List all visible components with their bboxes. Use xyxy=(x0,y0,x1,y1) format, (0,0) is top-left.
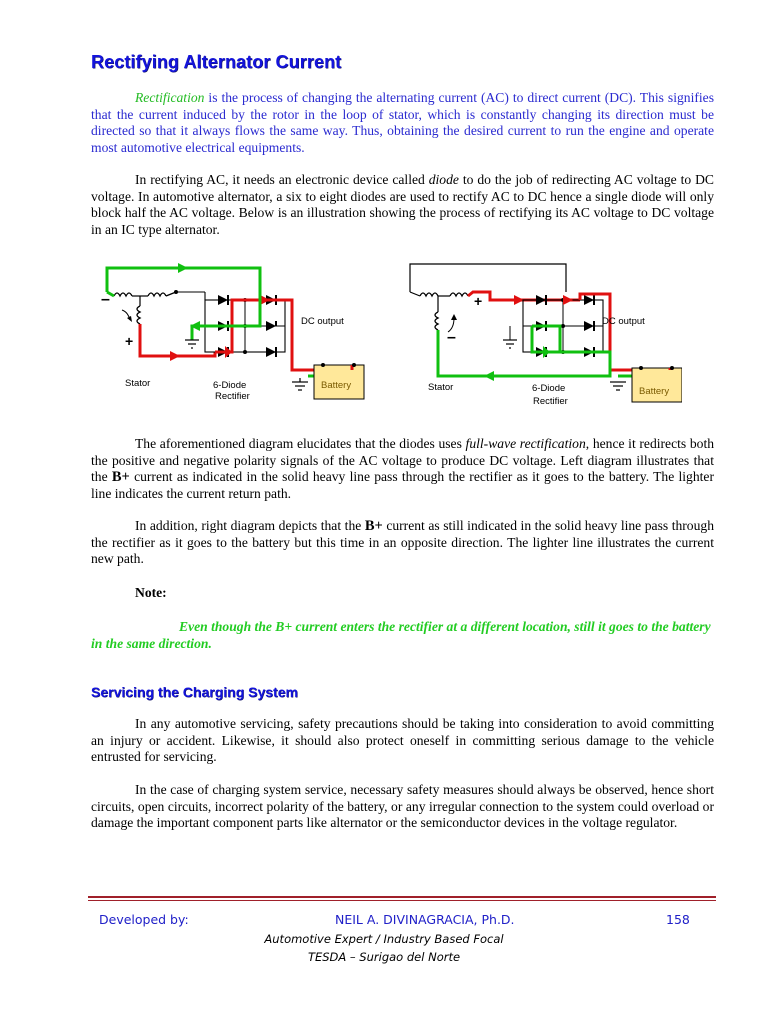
right-rectifier-label-2: Rectifier xyxy=(533,396,568,407)
para5-text: In any automotive servicing, safety precautions should be taking into consideration to avoid committing an injury or accident. Likewise, it should also protect oneself in committing serious damage to the vehicle entrusted for servicing. xyxy=(91,716,714,765)
footer-rule-thin xyxy=(88,900,716,901)
left-rectifier-label-1: 6-Diode xyxy=(213,380,247,391)
paragraph-safety xyxy=(91,716,714,766)
paragraph-full-wave xyxy=(91,436,714,502)
para3-text-c: current as indicated in the solid heavy line pass through the rectifier as it goes to the battery. The lighter line indicates the current return path. xyxy=(91,469,714,501)
para4-bold: B+ xyxy=(364,518,383,534)
left-battery-label: Battery xyxy=(321,380,352,391)
para4-text-a: In addition, right diagram depicts that the xyxy=(135,518,365,533)
left-plus-label: + xyxy=(125,333,134,349)
section-title-servicing: Servicing the Charging System xyxy=(91,684,298,700)
left-dc-output-label: DC output xyxy=(301,316,344,327)
left-minus-label: – xyxy=(101,291,110,308)
para2-text-a: In rectifying AC, it needs an electronic device called xyxy=(135,172,429,187)
right-rectifier-label-1: 6-Diode xyxy=(532,383,566,394)
paragraph-right-diagram xyxy=(91,518,714,568)
right-plus-label: + xyxy=(474,293,483,309)
para6-text: In the case of charging system service, necessary safety measures should always be observed, hence short circuits, open circuits, incorrect polarity of the battery, or any irregular connection to the system could overload or damage the important component parts like alternator or the semiconductor devices in the voltage regulator. xyxy=(91,782,714,831)
right-stator-label: Stator xyxy=(428,382,454,393)
intro-paragraph xyxy=(91,90,714,156)
para3-text-a: The aforementioned diagram elucidates that the diodes uses xyxy=(135,436,466,451)
para2-text-b: to do the job of redirecting AC voltage to DC voltage. In automotive alternator, a six to eight diodes are used to rectify AC to DC hence a single diode will only block half the AC voltage. Below is an illustration showing the process of rectifying its AC voltage to DC voltage in an IC type alternator. xyxy=(91,172,714,237)
left-rectifier-label-2: Rectifier xyxy=(215,391,250,402)
footer-page-number: 158 xyxy=(666,912,690,927)
footer-title: Automotive Expert / Industry Based Focal xyxy=(264,932,504,946)
para3-bold: B+ xyxy=(111,469,130,486)
paragraph-diode xyxy=(91,172,714,238)
right-circuit xyxy=(410,264,682,407)
left-stator-label: Stator xyxy=(125,378,151,389)
right-minus-label: – xyxy=(447,329,456,346)
para4-text-b: current as still indicated in the solid heavy line pass through the rectifier as it goes to the battery but this time in an opposite direction. The lighter line illustrates the current new path. xyxy=(91,518,714,567)
footer-author: NEIL A. DIVINAGRACIA, Ph.D. xyxy=(335,912,515,927)
note-label: Note: xyxy=(135,585,167,600)
right-dc-output-label: DC output xyxy=(602,316,645,327)
para2-emphasis: diode xyxy=(428,172,459,187)
footer-developed-by: Developed by: xyxy=(99,912,189,927)
right-battery-label: Battery xyxy=(639,386,670,397)
note-text-block xyxy=(91,619,714,652)
page-title: Rectifying Alternator Current xyxy=(91,52,342,72)
intro-text: is the process of changing the alternating current (AC) to direct current (DC). This signifies that the current induced by the rotor in the loop of stator, which is constantly changing its direction must be directed so that it always flows the same way. Thus, obtaining the desired current to run the engine and operate most automotive electrical equipments. xyxy=(91,90,714,155)
para3-emphasis: full-wave rectification xyxy=(465,436,586,451)
note-text: Even though the B+ current enters the rectifier at a different location, still it goes to the battery in the same direction. xyxy=(91,619,711,651)
footer-organization: TESDA – Surigao del Norte xyxy=(307,950,461,964)
paragraph-charging-service xyxy=(91,782,714,832)
footer-rule xyxy=(88,896,716,898)
left-circuit xyxy=(101,263,364,402)
intro-term: Rectification xyxy=(135,90,205,105)
rectifier-diagram xyxy=(92,260,682,420)
para3-text-b: , hence it redirects both the positive and negative polarity signals of the AC voltage to produce DC voltage. Left diagram illustrates that the xyxy=(91,436,715,485)
